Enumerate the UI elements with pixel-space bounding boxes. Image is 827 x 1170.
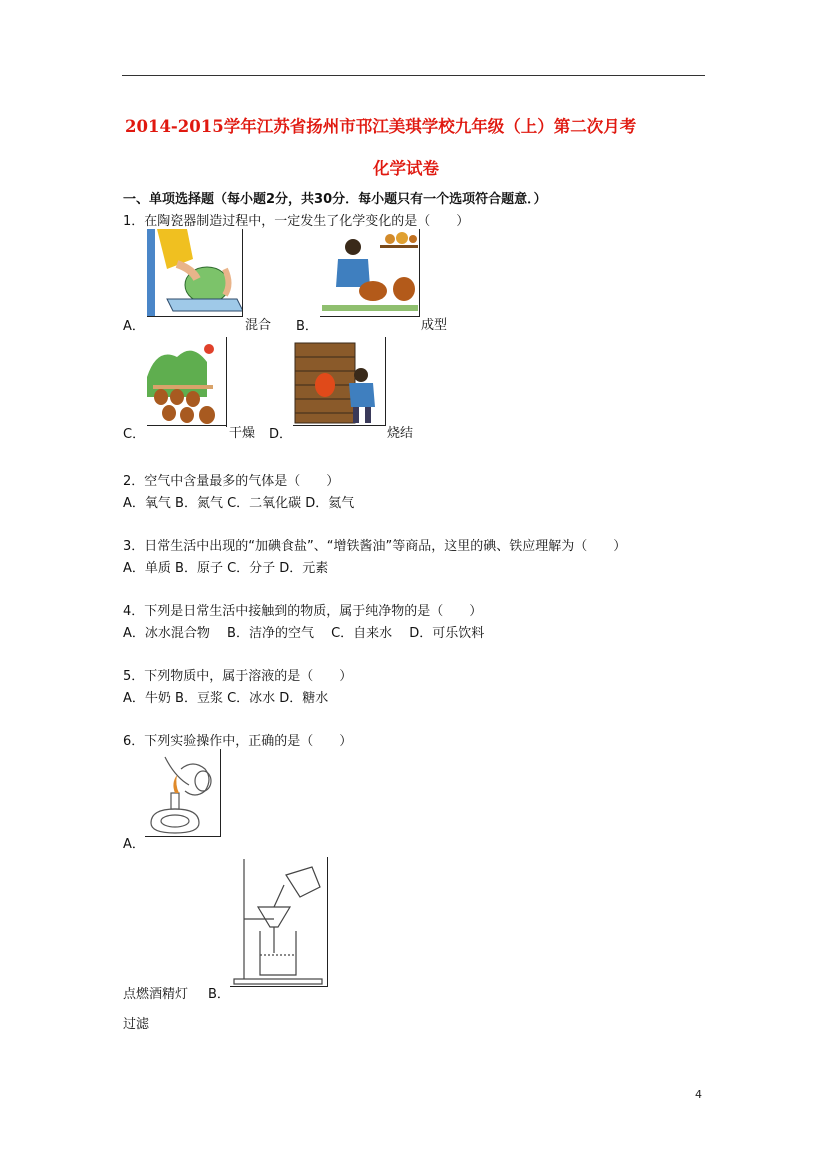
q6-a-letter: A． [123, 837, 145, 852]
q1-b-letter: B． [296, 319, 318, 334]
q2-stem: 2．空气中含量最多的气体是（ ） [123, 474, 340, 489]
q1-a-underline [147, 316, 243, 317]
q6-a-underline [145, 836, 221, 837]
q1-b-underline [320, 316, 420, 317]
q1-c-underline [147, 425, 227, 426]
q5-options: A．牛奶 B．豆浆 C．冰水 D．糖水 [123, 691, 329, 706]
q6-b-label: 过滤 [123, 1017, 150, 1032]
q3-options: A．单质 B．原子 C．分子 D．元素 [123, 561, 329, 576]
q2-options: A．氧气 B．氮气 C．二氧化碳 D．氦气 [123, 496, 355, 511]
q6-b-underline [230, 986, 328, 987]
q1-d-label: 烧结 [387, 426, 414, 441]
section-heading: 一、单项选择题（每小题2分，共30分．每小题只有一个选项符合题意．） [123, 192, 547, 207]
q6-stem: 6．下列实验操作中，正确的是（ ） [123, 734, 353, 749]
q6-a-label: 点燃酒精灯 [123, 987, 189, 1002]
q1-c-letter: C． [123, 427, 146, 442]
title-line-1: 2014-2015学年江苏省扬州市邗江美琪学校九年级（上）第二次月考 [125, 117, 637, 136]
q1-image-shaping [320, 229, 420, 317]
q1-d-letter: D． [269, 427, 293, 442]
q1-stem: 1．在陶瓷器制造过程中，一定发生了化学变化的是（ ） [123, 214, 470, 229]
q1-image-firing [293, 337, 386, 425]
q6-image-filtration [230, 857, 328, 987]
q5-stem: 5．下列物质中，属于溶液的是（ ） [123, 669, 353, 684]
q1-image-drying [147, 337, 227, 427]
q6-b-letter: B． [208, 987, 230, 1002]
q1-d-underline [293, 425, 386, 426]
q1-image-mixing [147, 229, 243, 317]
q4-stem: 4．下列是日常生活中接触到的物质，属于纯净物的是（ ） [123, 604, 483, 619]
page-number: 4 [695, 1088, 702, 1101]
header-rule [122, 75, 705, 76]
q1-c-label: 干燥 [229, 426, 256, 441]
q1-a-label: 混合 [245, 318, 272, 333]
q1-b-label: 成型 [421, 318, 448, 333]
q3-stem: 3．日常生活中出现的“加碘食盐”、“增铁酱油”等商品，这里的碘、铁应理解为（ ） [123, 539, 627, 554]
q4-options: A．冰水混合物 B．洁净的空气 C．自来水 D．可乐饮料 [123, 626, 485, 641]
q1-a-letter: A． [123, 319, 145, 334]
title-line-2: 化学试卷 [373, 159, 439, 178]
q6-image-alcohol-lamp [145, 749, 221, 837]
